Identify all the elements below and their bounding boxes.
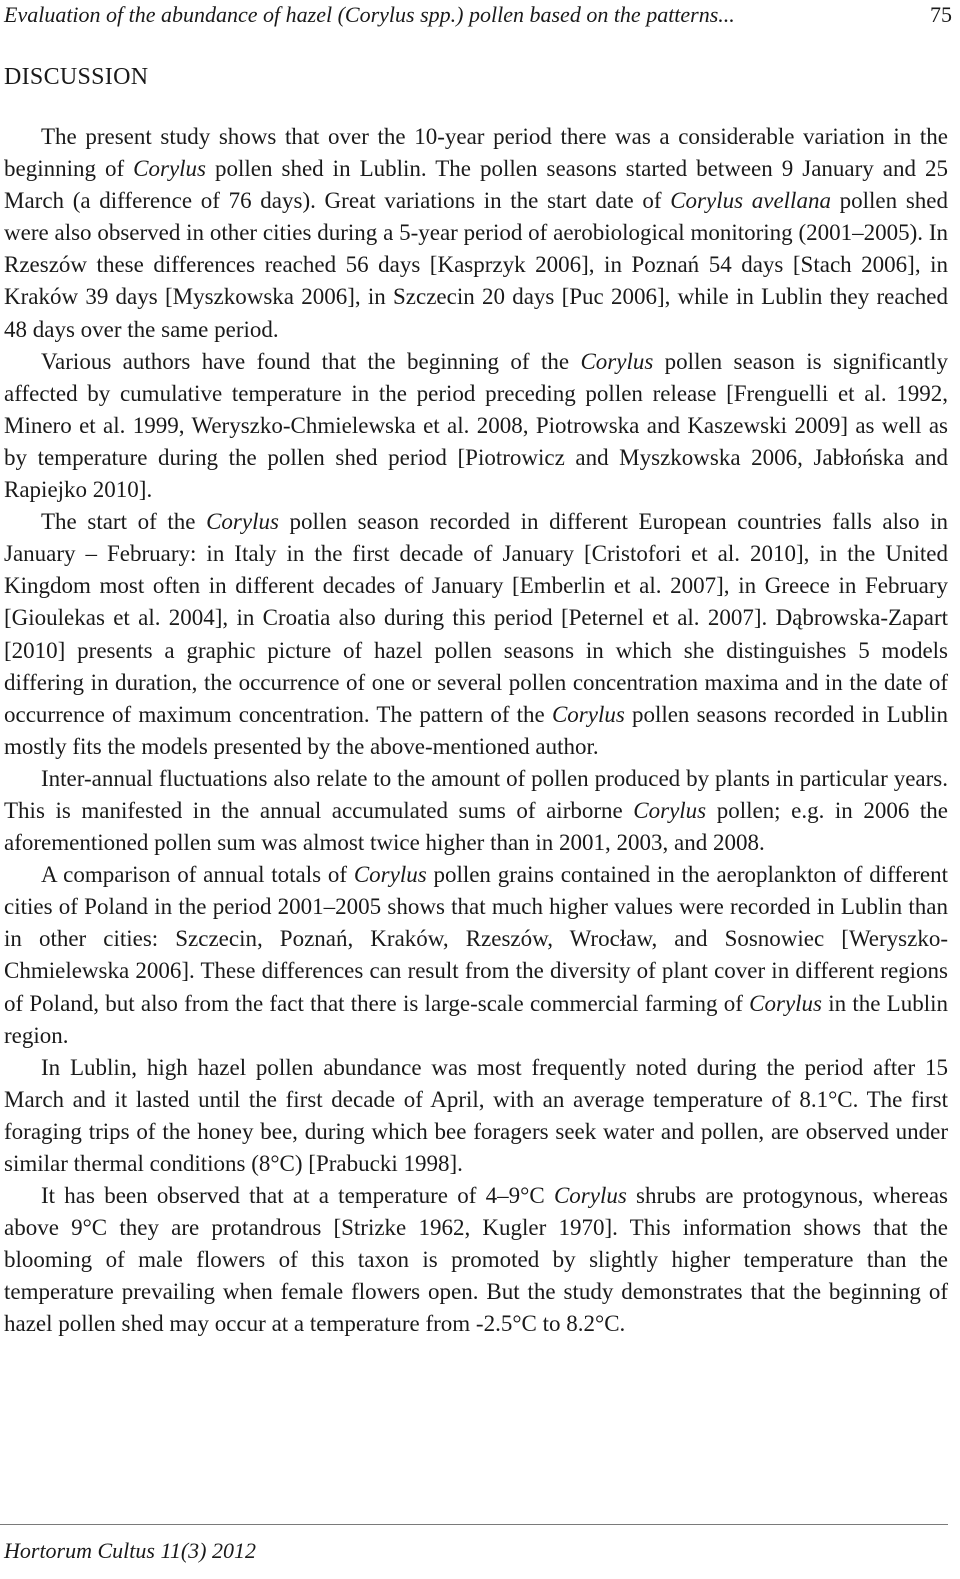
running-header	[4, 0, 952, 30]
journal-footer: Hortorum Cultus 11(3) 2012	[4, 1538, 256, 1563]
section-heading: DISCUSSION	[4, 64, 149, 90]
page-number: 75	[930, 2, 952, 27]
paragraph: The start of the Corylus pollen season recorded in different European countries falls also in January – February: in Italy in the first decade of January [Cristofori et al. 2010], in the United Kingdom most often in different decades of January [Emberlin et al. 2007], in Greece in February [Gioulekas et al. 2004], in Croatia also during this period [Peternel et al. 2007]. Dąbrowska-Zapart [2010] presents a graphic picture of hazel pollen seasons in which she distinguishes 5 models differing in duration, the occurrence of one or several pollen concentration maxima and in the date of occurrence of maximum concentration. The pattern of the Corylus pollen seasons recorded in Lublin mostly fits the models presented by the above-mentioned author.	[4, 509, 948, 759]
paragraph: Various authors have found that the beginning of the Corylus pollen season is significantly affected by cumulative temperature in the period preceding pollen release [Frenguelli et al. 1992, Minero et al. 1999, Weryszko-Chmielewska et al. 2008, Piotrowska and Kaszewski 2009] as well as by temperature during the pollen shed period [Piotrowicz and Myszkowska 2006, Jabłońska and Rapiejko 2010].	[4, 348, 948, 503]
paragraph: The present study shows that over the 10-year period there was a considerable variation in the beginning of Corylus pollen shed in Lublin. The pollen seasons started between 9 January and 25 March (a difference of 76 days). Great variations in the start date of Corylus avellana pollen shed were also observed in other cities during a 5-year period of aerobiological monitoring (2001–2005). In Rzeszów these differences reached 56 days [Kasprzyk 2006], in Poznań 54 days [Stach 2006], in Kraków 39 days [Myszkowska 2006], in Szczecin 20 days [Puc 2006], while in Lublin they reached 48 days over the same period.	[4, 124, 948, 342]
discussion-body	[4, 121, 948, 1341]
paragraph: In Lublin, high hazel pollen abundance was most frequently noted during the period after 15 March and it lasted until the first decade of April, with an average temperature of 8.1°C. The first foraging trips of the honey bee, during which bee foragers seek water and pollen, are observed under similar thermal conditions (8°C) [Prabucki 1998].	[4, 1054, 948, 1176]
paragraph: Inter-annual fluctuations also relate to the amount of pollen produced by plants in particular years. This is manifested in the annual accumulated sums of airborne Corylus pollen; e.g. in 2006 the aforementioned pollen sum was almost twice higher than in 2001, 2003, and 2008.	[4, 765, 948, 856]
paragraph: It has been observed that at a temperature of 4–9°C Corylus shrubs are protogynous, whereas above 9°C they are protandrous [Strizke 1962, Kugler 1970]. This information shows that the blooming of male flowers of this taxon is promoted by slightly higher temperature than the temperature prevailing when female flowers open. But the study demonstrates that the beginning of hazel pollen shed may occur at a temperature from -2.5°C to 8.2°C.	[4, 1183, 948, 1337]
running-title: Evaluation of the abundance of hazel (Corylus spp.) pollen based on the patterns...	[4, 2, 735, 27]
paragraph: A comparison of annual totals of Corylus pollen grains contained in the aeroplankton of different cities of Poland in the period 2001–2005 shows that much higher values were recorded in Lublin than in other cities: Szczecin, Poznań, Kraków, Rzeszów, Wrocław, and Sosnowiec [Weryszko-Chmielewska 2006]. These differences can result from the diversity of plant cover in different regions of Poland, but also from the fact that there is large-scale commercial farming of Corylus in the Lublin region.	[4, 862, 948, 1048]
footer-divider	[0, 1524, 948, 1525]
